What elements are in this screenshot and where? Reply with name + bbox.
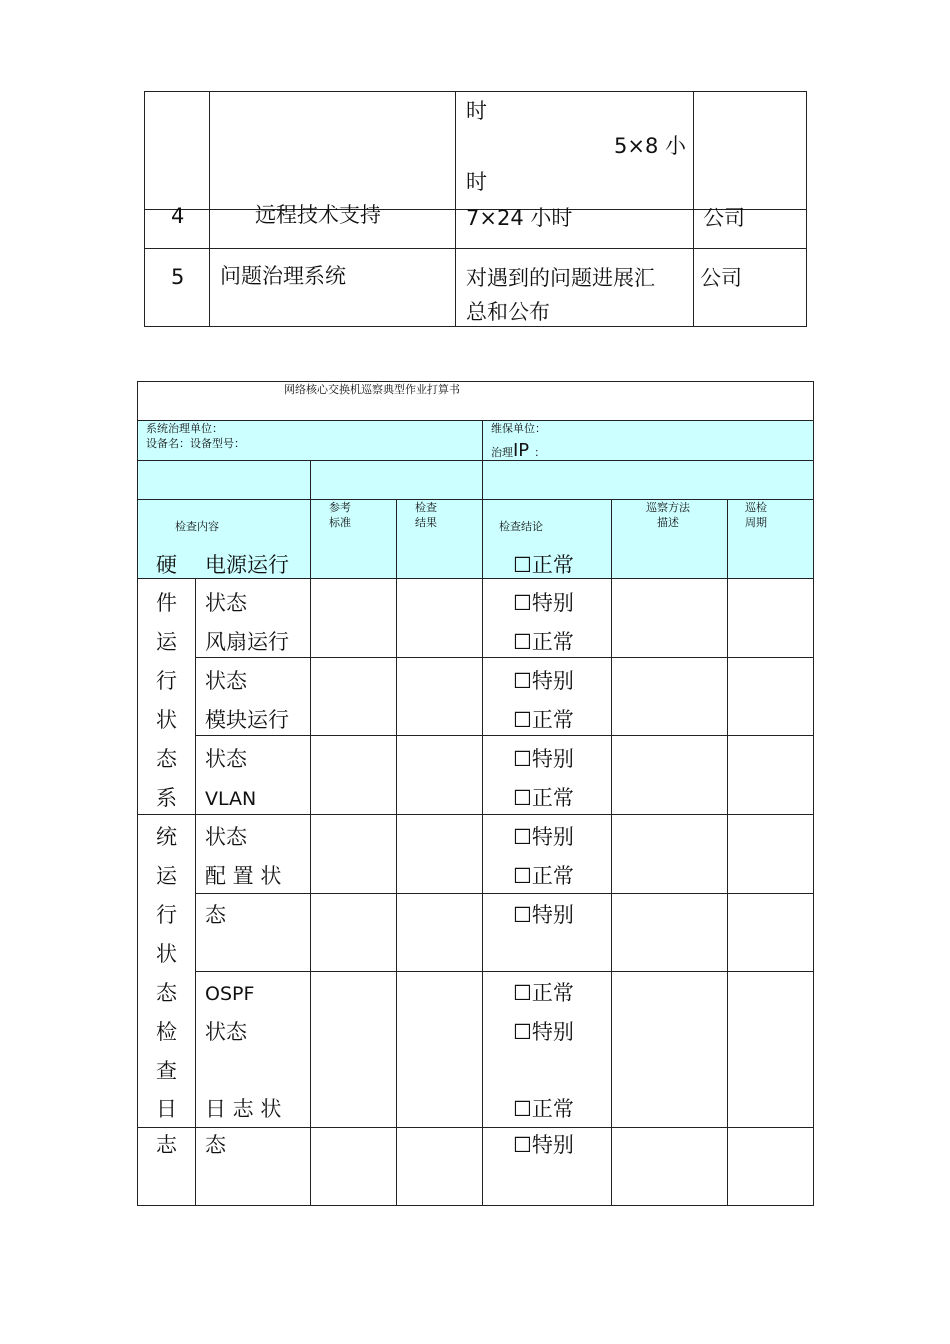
checkbox-label: 特别 [531,591,574,615]
checkbox-normal[interactable] [513,553,574,577]
checkbox-label: 正常 [531,553,574,577]
time-text-line: 5×8 小 [614,134,686,158]
checkbox-glyph: ☐ [513,786,532,810]
header-ref-std: 标准 [329,516,351,529]
category-char: 统 [156,825,177,849]
item-vlan: 状态 [205,825,247,849]
support-item: 问题治理系统 [220,264,346,288]
category-char: 硬 [156,553,177,577]
checkbox-glyph: ☐ [513,669,532,693]
checkbox-normal[interactable] [513,630,574,654]
mgmt-unit-label: 系统治理单位： [146,422,223,435]
checkbox-abnormal[interactable] [513,669,574,693]
mgmt-ip-prefix: 治理 [491,446,513,459]
checkbox-normal[interactable] [513,981,574,1005]
maint-unit-label: 维保单位： [491,422,546,435]
checkbox-normal[interactable] [513,786,574,810]
mgmt-ip-big: IP [513,440,530,461]
item-module: 状态 [205,747,247,771]
checkbox-abnormal[interactable] [513,1020,574,1044]
time-text-line: 时 [466,99,487,123]
checkbox-abnormal[interactable] [513,903,574,927]
checkbox-abnormal[interactable] [513,1133,574,1157]
checkbox-label: 特别 [531,669,574,693]
row-number: 5 [171,265,185,289]
header-check-result: 检查 [415,501,437,514]
category-char: 行 [156,903,177,927]
checkbox-label: 正常 [531,786,574,810]
checkbox-label: 特别 [531,747,574,771]
item-fan: 风扇运行 [205,630,289,654]
checkbox-glyph: ☐ [513,981,532,1005]
category-char: 状 [156,708,177,732]
support-time: 总和公布 [466,300,550,324]
category-char: 运 [156,864,177,888]
time-text-line: 时 [466,170,487,194]
checkbox-label: 特别 [531,903,574,927]
item-fan: 状态 [205,669,247,693]
header-method: 巡察方法 [646,501,690,514]
item-log: 日 志 状 [205,1097,282,1121]
checkbox-label: 正常 [531,1097,574,1121]
item-module: 模块运行 [205,708,289,732]
item-power: 状态 [205,591,247,615]
category-char: 检 [156,1020,177,1044]
header-content: 检查内容 [175,520,219,533]
checkbox-label: 正常 [531,981,574,1005]
category-char: 日 [156,1097,177,1121]
item-log: 态 [205,1133,226,1157]
support-time: 7×24 小时 [466,206,573,230]
header-method: 描述 [657,516,679,529]
checkbox-glyph: ☐ [513,553,532,577]
checkbox-normal[interactable] [513,708,574,732]
checkbox-normal[interactable] [513,864,574,888]
header-conclusion: 检查结论 [499,520,543,533]
checkbox-label: 正常 [531,630,574,654]
category-char: 态 [156,747,177,771]
checkbox-glyph: ☐ [513,747,532,771]
row-number: 4 [171,204,185,228]
checkbox-abnormal[interactable] [513,591,574,615]
checkbox-glyph: ☐ [513,591,532,615]
item-config: 态 [205,903,226,927]
checkbox-abnormal[interactable] [513,825,574,849]
checkbox-label: 正常 [531,864,574,888]
checkbox-label: 特别 [531,1020,574,1044]
checkbox-glyph: ☐ [513,630,532,654]
category-char: 行 [156,669,177,693]
item-ospf: OSPF [205,983,255,1005]
item-vlan: VLAN [205,788,257,810]
checkbox-glyph: ☐ [513,708,532,732]
checkbox-glyph: ☐ [513,1097,532,1121]
header-check-result: 结果 [415,516,437,529]
category-char: 志 [156,1133,177,1157]
item-ospf: 状态 [205,1020,247,1044]
checkbox-label: 特别 [531,1133,574,1157]
category-char: 态 [156,981,177,1005]
support-provider: 公司 [700,266,742,290]
category-char: 系 [156,786,177,810]
checkbox-normal[interactable] [513,1097,574,1121]
item-power: 电源运行 [205,553,289,577]
support-item: 远程技术支持 [255,203,381,227]
support-provider: 公司 [703,206,745,230]
checkbox-glyph: ☐ [513,1020,532,1044]
header-ref-std: 参考 [329,501,351,514]
category-char: 状 [156,942,177,966]
item-config: 配 置 状 [205,864,282,888]
support-time: 对遇到的问题进展汇 [466,266,655,290]
category-char: 运 [156,630,177,654]
checkbox-glyph: ☐ [513,1133,532,1157]
header-cycle: 巡检 [745,501,767,514]
checkbox-glyph: ☐ [513,903,532,927]
checkbox-glyph: ☐ [513,864,532,888]
checkbox-label: 特别 [531,825,574,849]
checkbox-abnormal[interactable] [513,747,574,771]
checkbox-label: 正常 [531,708,574,732]
device-label: 设备名：设备型号： [146,437,245,450]
category-char: 查 [156,1059,177,1083]
form-title: 网络核心交换机巡察典型作业打算书 [284,383,460,396]
category-char: 件 [156,591,177,615]
mgmt-ip-suffix: ： [534,446,546,459]
header-cycle: 周期 [745,516,767,529]
mgmt-ip-label [491,440,545,461]
checkbox-glyph: ☐ [513,825,532,849]
